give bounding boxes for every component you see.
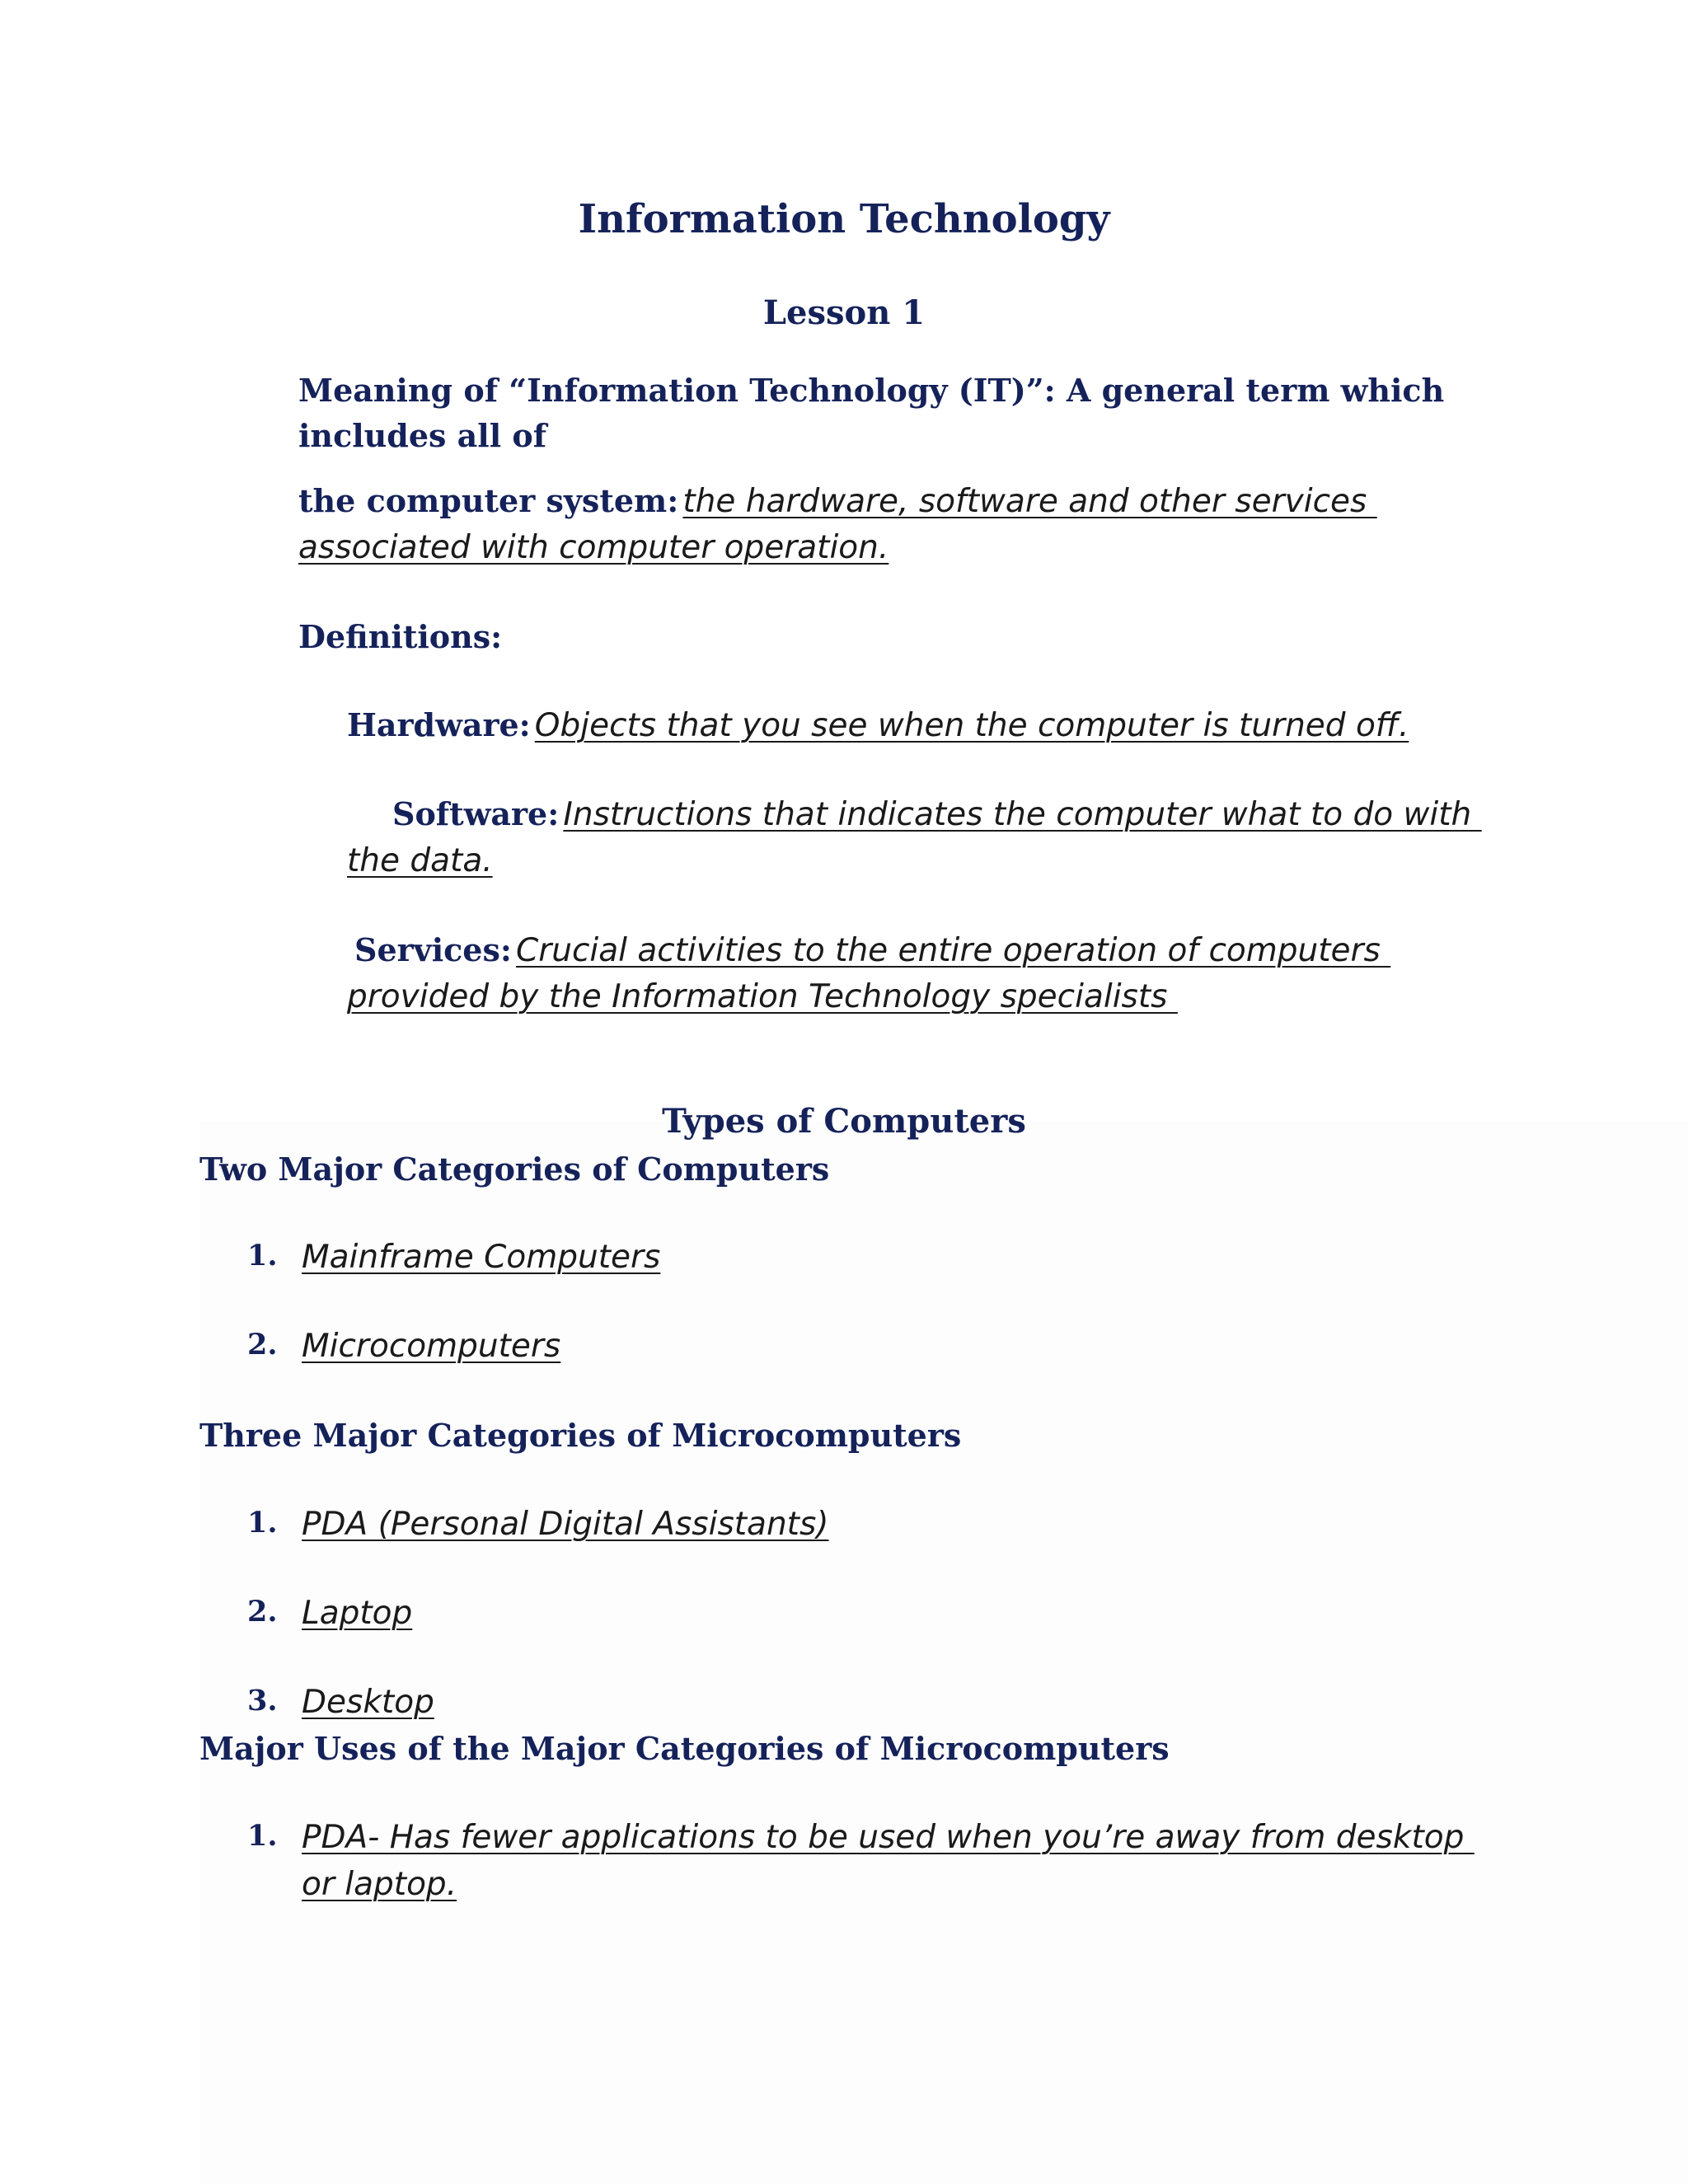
list-number: 2. (247, 1328, 278, 1361)
list-item-text-line1: PDA- Has fewer applications to be used when you’re away from desktop (302, 1819, 1475, 1856)
services-label: Services: (354, 931, 512, 968)
list-item-text: PDA (Personal Digital Assistants) (302, 1506, 829, 1543)
meaning-line3 (298, 482, 1377, 520)
services-text-line2: provided by the Information Technology specialists (347, 978, 1178, 1015)
software-label: Software: (392, 795, 560, 832)
meaning-label-line1: Meaning of “Information Technology (IT)”: A general term which (298, 372, 1445, 409)
list-item-text: Desktop (302, 1684, 434, 1721)
services-text-line1: Crucial activities to the entire operation of computers (515, 932, 1391, 969)
two-major-heading: Two Major Categories of Computers (199, 1151, 830, 1188)
services-definition (354, 931, 1390, 969)
list-item (247, 1684, 278, 1718)
list-number: 1. (247, 1506, 278, 1540)
list-item-text: Laptop (302, 1595, 413, 1632)
list-item (247, 1328, 278, 1361)
hardware-label: Hardware: (347, 706, 531, 743)
software-definition (392, 795, 1482, 833)
hardware-text: Objects that you see when the computer is turned off. (534, 707, 1409, 744)
software-text-line2: the data. (347, 842, 493, 879)
lesson-heading: Lesson 1 (762, 293, 926, 332)
software-text-line1: Instructions that indicates the computer what to do with (563, 796, 1482, 833)
hardware-definition (347, 706, 1409, 744)
meaning-text-line2: associated with computer operation. (298, 529, 889, 566)
list-item (247, 1819, 278, 1853)
list-item-text: Mainframe Computers (302, 1239, 661, 1276)
list-number: 3. (247, 1684, 278, 1718)
page-background-shade (199, 1121, 1688, 2184)
three-major-heading: Three Major Categories of Microcomputers (199, 1417, 962, 1454)
list-item (247, 1239, 278, 1272)
list-item (247, 1506, 278, 1540)
meaning-text-line1: the hardware, software and other services (682, 483, 1377, 520)
list-number: 2. (247, 1595, 278, 1629)
list-item-text-line2: or laptop. (302, 1866, 457, 1903)
definitions-heading: Definitions: (298, 618, 503, 655)
list-number: 1. (247, 1239, 278, 1272)
document-title: Information Technology (578, 196, 1110, 242)
uses-heading: Major Uses of the Major Categories of Microcomputers (199, 1730, 1170, 1767)
types-heading: Types of Computers (662, 1102, 1026, 1141)
list-item-text: Microcomputers (302, 1328, 561, 1365)
meaning-label-line3: the computer system: (298, 482, 679, 519)
meaning-label-line2: includes all of (298, 417, 547, 454)
list-item (247, 1595, 278, 1629)
list-number: 1. (247, 1819, 278, 1853)
